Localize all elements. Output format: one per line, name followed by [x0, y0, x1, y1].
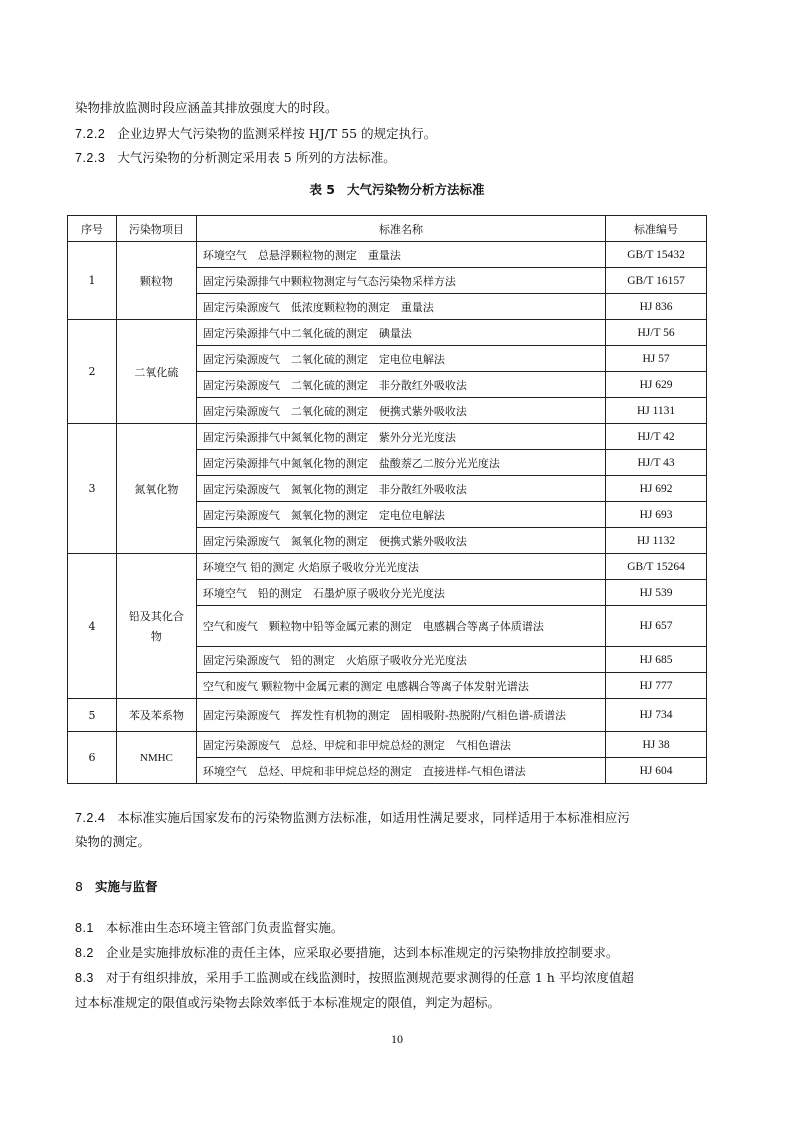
paragraph-8-3-continuation: 过本标准规定的限值或污染物去除效率低于本标准规定的限值，判定为超标。 — [75, 995, 501, 1010]
method-standards-table — [67, 215, 707, 784]
standard-code-cell: HJ 1131 — [606, 398, 707, 424]
table-row — [68, 554, 707, 580]
seq-cell: 5 — [68, 699, 117, 732]
pollutant-line: 物 — [150, 630, 162, 643]
clause-number: 8.3 — [75, 971, 94, 985]
paragraph-7-2-4 — [75, 808, 630, 826]
paragraph-7-2-4-continuation: 染物的测定。 — [75, 834, 151, 849]
clause-text: 大气污染物的分析测定采用表 5 所列的方法标准。 — [117, 150, 396, 165]
standard-code-cell: HJ 539 — [606, 580, 707, 606]
standard-code-cell: HJ 693 — [606, 502, 707, 528]
standard-name-cell: 环境空气 铅的测定 石墨炉原子吸收分光光度法 — [196, 580, 605, 606]
standard-code-cell: GB/T 15432 — [606, 242, 707, 268]
standard-name-cell: 空气和废气 颗粒物中金属元素的测定 电感耦合等离子体发射光谱法 — [196, 673, 605, 699]
standard-name-cell: 固定污染源排气中氮氧化物的测定 盐酸萘乙二胺分光光度法 — [196, 450, 605, 476]
clause-number: 7.2.2 — [75, 127, 106, 141]
standard-code-cell: HJ 1132 — [606, 528, 707, 554]
clause-number: 7.2.4 — [75, 811, 106, 825]
table-row — [68, 424, 707, 450]
clause-text: 对于有组织排放，采用手工监测或在线监测时，按照监测规范要求测得的任意 1 h 平均浓度值超 — [105, 970, 634, 985]
standard-name-cell: 环境空气 总烃、甲烷和非甲烷总烃的测定 直接进样-气相色谱法 — [196, 758, 605, 784]
standard-name-cell: 固定污染源废气 二氧化硫的测定 非分散红外吸收法 — [196, 372, 605, 398]
clause-number: 7.2.3 — [75, 151, 106, 165]
clause-text: 本标准由生态环境主管部门负责监督实施。 — [105, 920, 344, 935]
clause-number: 8.2 — [75, 946, 94, 960]
clause-text: 企业是实施排放标准的责任主体，应采取必要措施，达到本标准规定的污染物排放控制要求。 — [105, 945, 619, 960]
seq-cell: 4 — [68, 554, 117, 699]
standard-code-cell: HJ 38 — [606, 732, 707, 758]
paragraph-8-1 — [75, 918, 343, 936]
pollutant-cell: NMHC — [116, 732, 196, 784]
standard-code-cell: HJ/T 42 — [606, 424, 707, 450]
standard-name-cell: 固定污染源废气 氮氧化物的测定 便携式紫外吸收法 — [196, 528, 605, 554]
standard-code-cell: HJ/T 56 — [606, 320, 707, 346]
standard-name-cell: 固定污染源排气中颗粒物测定与气态污染物采样方法 — [196, 268, 605, 294]
section-heading-8 — [75, 877, 157, 895]
table-row — [68, 320, 707, 346]
table-caption-number: 表 5 — [309, 182, 336, 197]
standard-name-cell: 固定污染源废气 铅的测定 火焰原子吸收分光光度法 — [196, 647, 605, 673]
standard-code-cell: HJ 57 — [606, 346, 707, 372]
page-number: 10 — [391, 1032, 403, 1046]
clause-text: 企业边界大气污染物的监测采样按 HJ/T 55 的规定执行。 — [117, 126, 437, 141]
standard-code-cell: HJ 604 — [606, 758, 707, 784]
standard-name-cell: 固定污染源废气 低浓度颗粒物的测定 重量法 — [196, 294, 605, 320]
pollutant-cell: 氮氧化物 — [116, 424, 196, 554]
standard-name-cell: 固定污染源排气中二氧化硫的测定 碘量法 — [196, 320, 605, 346]
standard-code-cell: HJ 629 — [606, 372, 707, 398]
standard-code-cell: HJ 836 — [606, 294, 707, 320]
section-number: 8 — [75, 879, 83, 894]
standard-name-cell: 环境空气 总悬浮颗粒物的测定 重量法 — [196, 242, 605, 268]
table-row — [68, 699, 707, 732]
seq-cell: 6 — [68, 732, 117, 784]
paragraph-8-3 — [75, 968, 634, 986]
pollutant-cell: 苯及苯系物 — [116, 699, 196, 732]
standard-name-cell: 固定污染源废气 挥发性有机物的测定 固相吸附-热脱附/气相色谱-质谱法 — [196, 699, 605, 732]
standard-name-cell: 固定污染源废气 氮氧化物的测定 非分散红外吸收法 — [196, 476, 605, 502]
standard-code-cell: HJ 685 — [606, 647, 707, 673]
standard-code-cell: GB/T 15264 — [606, 554, 707, 580]
pollutant-line: 铅及其化合 — [128, 610, 184, 623]
pollutant-cell: 颗粒物 — [116, 242, 196, 320]
table-caption — [0, 180, 794, 198]
seq-cell: 2 — [68, 320, 117, 424]
seq-cell: 1 — [68, 242, 117, 320]
header-seq: 序号 — [68, 216, 117, 242]
section-title: 实施与监督 — [94, 879, 158, 894]
header-pollutant: 污染物项目 — [116, 216, 196, 242]
standard-name-cell: 空气和废气 颗粒物中铅等金属元素的测定 电感耦合等离子体质谱法 — [196, 606, 605, 647]
standard-code-cell: GB/T 16157 — [606, 268, 707, 294]
header-standard-name: 标准名称 — [196, 216, 605, 242]
standard-code-cell: HJ 657 — [606, 606, 707, 647]
pollutant-cell — [116, 554, 196, 699]
paragraph-7-2-2 — [75, 124, 436, 142]
table-row — [68, 732, 707, 758]
standard-name-cell: 环境空气 铅的测定 火焰原子吸收分光光度法 — [196, 554, 605, 580]
paragraph-continuation: 染物排放监测时段应涵盖其排放强度大的时段。 — [75, 100, 338, 115]
header-standard-code: 标准编号 — [606, 216, 707, 242]
standard-name-cell: 固定污染源废气 二氧化硫的测定 定电位电解法 — [196, 346, 605, 372]
paragraph-7-2-3 — [75, 148, 396, 166]
standard-code-cell: HJ 734 — [606, 699, 707, 732]
standard-name-cell: 固定污染源废气 总烃、甲烷和非甲烷总烃的测定 气相色谱法 — [196, 732, 605, 758]
standard-name-cell: 固定污染源废气 氮氧化物的测定 定电位电解法 — [196, 502, 605, 528]
table-caption-title: 大气污染物分析方法标准 — [347, 182, 485, 197]
seq-cell: 3 — [68, 424, 117, 554]
standard-code-cell: HJ 692 — [606, 476, 707, 502]
standard-code-cell: HJ 777 — [606, 673, 707, 699]
pollutant-cell: 二氧化硫 — [116, 320, 196, 424]
clause-text: 本标准实施后国家发布的污染物监测方法标准，如适用性满足要求，同样适用于本标准相应污 — [117, 810, 630, 825]
clause-number: 8.1 — [75, 921, 94, 935]
standard-name-cell: 固定污染源排气中氮氧化物的测定 紫外分光光度法 — [196, 424, 605, 450]
table-header-row — [68, 216, 707, 242]
standard-code-cell: HJ/T 43 — [606, 450, 707, 476]
table-row — [68, 242, 707, 268]
standard-name-cell: 固定污染源废气 二氧化硫的测定 便携式紫外吸收法 — [196, 398, 605, 424]
paragraph-8-2 — [75, 943, 618, 961]
